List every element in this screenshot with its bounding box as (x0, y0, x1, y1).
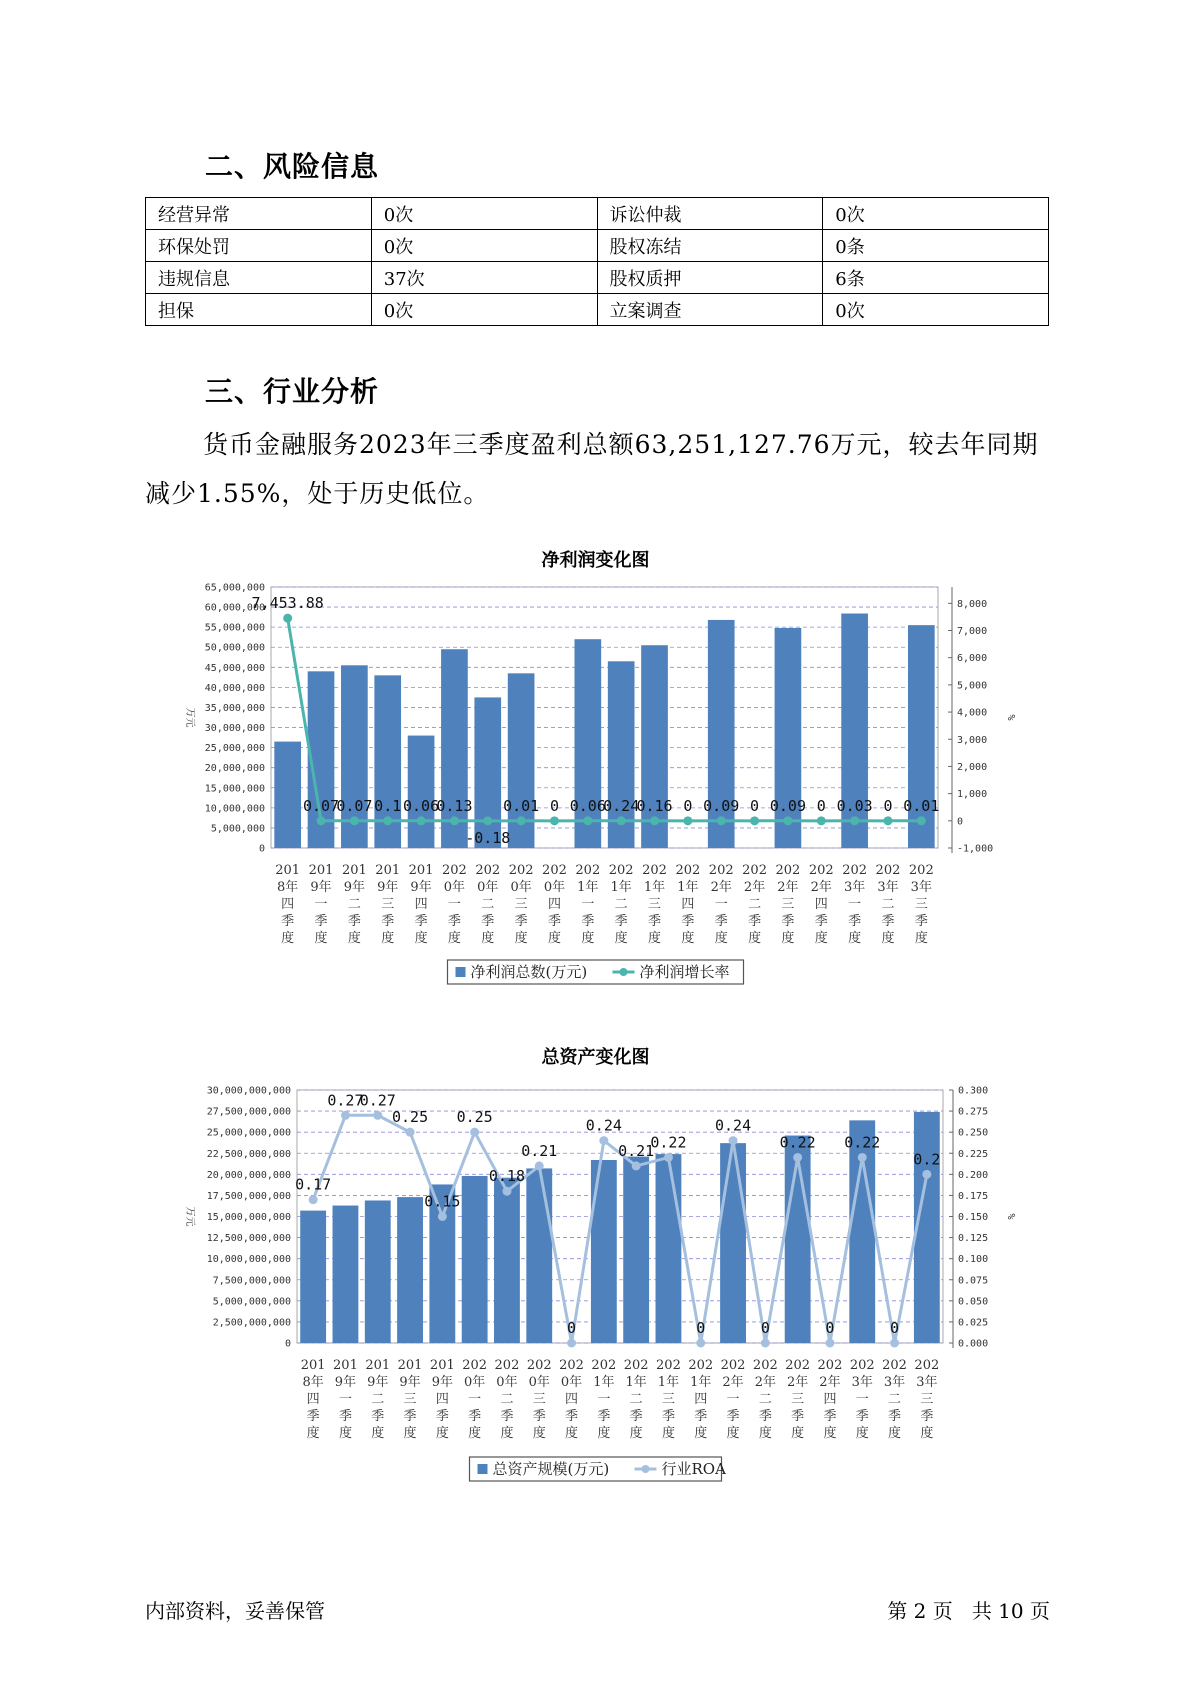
data-label: 0.21 (521, 1141, 558, 1160)
data-point (717, 816, 726, 825)
data-label: 0.01 (903, 796, 940, 815)
data-point (535, 1161, 544, 1170)
data-label: 0.25 (391, 1108, 429, 1127)
risk-table-row (146, 262, 1049, 294)
data-point (890, 1339, 899, 1348)
data-label: 0.01 (503, 796, 540, 815)
y-tick-label: 20,000,000,000 (206, 1169, 291, 1181)
x-tick-label: 201 9年三季度 (375, 863, 401, 946)
y2-tick-label: 2,000 (957, 761, 988, 773)
data-point (350, 816, 359, 825)
y-tick-label: 22,500,000,000 (206, 1148, 291, 1160)
data-point (650, 816, 659, 825)
x-tick-label: 201 9年二季度 (365, 1358, 391, 1441)
data-point (450, 816, 459, 825)
data-label: 0 (696, 1319, 706, 1337)
data-point (793, 1153, 802, 1162)
data-point (825, 1339, 834, 1348)
data-bar (300, 1211, 326, 1343)
y-tick-label: 27,500,000,000 (206, 1106, 291, 1118)
data-label: 0 (890, 1319, 900, 1337)
x-tick-label: 202 2年一季度 (708, 863, 734, 946)
data-point (917, 816, 926, 825)
y-tick-label: 35,000,000 (204, 702, 265, 714)
y-tick-label: 10,000,000 (204, 803, 265, 815)
data-point (664, 1153, 673, 1162)
y-tick-label: 50,000,000 (204, 642, 265, 654)
data-point (417, 816, 426, 825)
data-point (317, 816, 326, 825)
y-tick-label: 30,000,000,000 (206, 1085, 291, 1097)
risk-item-value: 0次 (371, 198, 597, 230)
x-tick-label: 202 0年二季度 (494, 1358, 520, 1441)
legend-line-marker (620, 968, 628, 976)
x-tick-label: 202 2年三季度 (785, 1358, 811, 1441)
x-tick-label: 201 9年三季度 (397, 1358, 423, 1441)
y-tick-label: 20,000,000 (204, 763, 265, 775)
chart-title-net-profit: 净利润变化图 (541, 550, 650, 571)
risk-item-value: 0次 (371, 230, 597, 262)
y2-tick-label: 6,000 (957, 653, 988, 665)
data-label: 0.24 (603, 796, 640, 815)
legend-bar-label: 总资产规模(万元) (492, 1460, 610, 1478)
data-label: 0.13 (436, 796, 473, 815)
data-label: 0.22 (650, 1133, 687, 1152)
data-bar (656, 1154, 682, 1343)
data-bar (333, 1206, 359, 1343)
data-label: 0.15 (424, 1192, 461, 1211)
data-label: 0.07 (336, 796, 373, 815)
risk-item-label: 股权质押 (597, 262, 823, 294)
y2-tick-label: 0.300 (958, 1085, 989, 1097)
y-tick-label: 25,000,000 (204, 743, 265, 755)
data-point (783, 816, 792, 825)
x-tick-label: 202 1年二季度 (623, 1358, 649, 1441)
data-bar (623, 1157, 649, 1343)
data-label: 0.22 (844, 1133, 881, 1152)
y-tick-label: 5,000,000 (210, 823, 265, 835)
x-tick-label: 201 8年四季度 (300, 1358, 326, 1441)
x-tick-label: 201 9年一季度 (333, 1358, 358, 1441)
y2-tick-label: 7,000 (957, 626, 988, 637)
y2-tick-label: 0.100 (958, 1254, 989, 1266)
y-tick-label: 55,000,000 (204, 622, 265, 634)
risk-item-value: 0次 (371, 294, 597, 326)
data-bar (474, 697, 501, 848)
risk-item-label: 诉讼仲裁 (597, 198, 823, 230)
x-tick-label: 201 9年一季度 (308, 863, 334, 946)
data-point (599, 1136, 608, 1145)
data-point (502, 1187, 511, 1196)
legend-line-marker (642, 1465, 650, 1473)
x-tick-label: 202 3年一季度 (842, 863, 868, 946)
y2-tick-label: 0.250 (958, 1127, 989, 1139)
x-tick-label: 202 1年三季度 (642, 863, 667, 946)
data-point (483, 816, 492, 825)
x-tick-label: 202 2年一季度 (720, 1358, 746, 1441)
x-tick-label: 201 8年四季度 (275, 863, 301, 946)
legend-bar-label: 净利润总数(万元) (470, 963, 588, 981)
data-label: 0 (750, 796, 760, 815)
y-tick-label: 17,500,000,000 (206, 1190, 291, 1202)
x-tick-label: 202 0年四季度 (559, 1358, 584, 1441)
data-label: 0.17 (295, 1175, 332, 1194)
risk-item-label: 立案调查 (597, 294, 823, 326)
data-point (729, 1136, 738, 1145)
legend-line-label: 净利润增长率 (639, 963, 730, 981)
x-tick-label: 201 9年二季度 (341, 863, 367, 946)
data-label: 0.03 (836, 796, 873, 815)
y2-tick-label: 0.000 (958, 1338, 989, 1350)
footer-confidential: 内部资料，妥善保管 (145, 1599, 325, 1623)
data-label: 0.24 (714, 1116, 752, 1135)
data-point (309, 1195, 318, 1204)
y2-tick-label: 0.075 (958, 1275, 989, 1287)
risk-item-value: 6条 (823, 262, 1049, 294)
data-label: 0.1 (374, 796, 402, 815)
data-point (922, 1170, 931, 1179)
x-tick-label: 202 3年一季度 (849, 1358, 875, 1441)
y-tick-label: 7,500,000,000 (212, 1275, 291, 1287)
x-tick-label: 201 9年四季度 (408, 863, 434, 946)
data-point (470, 1128, 479, 1137)
risk-item-label: 经营异常 (146, 198, 372, 230)
data-point (583, 816, 592, 825)
data-point (761, 1339, 770, 1348)
data-label: 0 (567, 1319, 577, 1337)
risk-item-value: 37次 (371, 262, 597, 294)
y-tick-label: 60,000,000 (204, 602, 265, 614)
legend-bar-swatch (456, 967, 466, 977)
data-point (883, 816, 892, 825)
data-label: 0 (760, 1319, 770, 1337)
data-label: 0 (816, 796, 826, 815)
y2-tick-label: 0.125 (958, 1233, 989, 1245)
data-label: 0.06 (403, 796, 440, 815)
x-tick-label: 202 0年三季度 (508, 863, 534, 946)
data-point (383, 816, 392, 825)
data-point (696, 1339, 705, 1348)
y2-tick-label: 0.200 (958, 1169, 989, 1181)
data-label: 0.27 (359, 1091, 396, 1110)
data-point (632, 1161, 641, 1170)
x-tick-label: 202 0年一季度 (442, 863, 467, 946)
data-label: 0.09 (769, 796, 806, 815)
data-point (617, 816, 626, 825)
y2-tick-label: 0.050 (958, 1296, 989, 1308)
data-bar (720, 1143, 746, 1343)
y2-tick-label: 0 (957, 816, 964, 828)
risk-item-value: 0条 (823, 230, 1049, 262)
data-label: 0.27 (327, 1091, 364, 1110)
y-tick-label: 12,500,000,000 (206, 1233, 291, 1245)
y2-tick-label: 3,000 (957, 734, 988, 746)
y-axis-label: 万元 (184, 707, 195, 728)
x-tick-label: 202 0年四季度 (542, 863, 567, 946)
y2-tick-label: 8,000 (957, 598, 988, 610)
x-tick-label: 202 0年三季度 (526, 1358, 552, 1441)
data-label: 0.18 (488, 1167, 526, 1186)
data-point (283, 614, 292, 623)
y2-tick-label: 4,000 (957, 707, 988, 719)
data-bar (462, 1176, 488, 1343)
y-tick-label: 25,000,000,000 (206, 1127, 291, 1139)
data-bar (397, 1197, 423, 1343)
x-tick-label: 202 2年四季度 (817, 1358, 843, 1441)
data-label: 0.21 (618, 1141, 655, 1160)
total-assets-chart (0, 1070, 1191, 1490)
data-label: -0.18 (465, 828, 511, 847)
risk-item-value: 0次 (823, 198, 1049, 230)
section-title-risk: 二、风险信息 (205, 150, 380, 183)
data-point (858, 1153, 867, 1162)
data-bar (526, 1168, 552, 1343)
y2-tick-label: 0.275 (958, 1106, 989, 1118)
risk-table-row (146, 198, 1049, 230)
data-bar (274, 742, 301, 848)
risk-item-label: 违规信息 (146, 262, 372, 294)
data-point (683, 816, 692, 825)
data-point (550, 816, 559, 825)
y-tick-label: 30,000,000 (204, 723, 265, 735)
data-point (817, 816, 826, 825)
x-tick-label: 201 9年四季度 (429, 1358, 455, 1441)
y-axis-label: 万元 (184, 1206, 195, 1227)
y-tick-label: 15,000,000 (204, 783, 265, 795)
data-bar (365, 1200, 391, 1343)
y-tick-label: 15,000,000,000 (206, 1212, 291, 1223)
y2-tick-label: 5,000 (957, 680, 988, 692)
data-label: 0.25 (456, 1108, 493, 1127)
x-tick-label: 202 3年三季度 (914, 1358, 940, 1441)
y2-tick-label: 0.150 (958, 1212, 989, 1223)
x-tick-label: 202 2年二季度 (742, 863, 767, 946)
net-profit-chart (0, 570, 1191, 990)
data-point (438, 1212, 447, 1221)
data-point (750, 816, 759, 825)
x-tick-label: 202 3年三季度 (908, 863, 934, 946)
data-label: 0.24 (585, 1116, 622, 1135)
data-label: 0 (549, 796, 559, 815)
x-tick-label: 202 1年三季度 (656, 1358, 681, 1441)
data-bar (785, 1136, 811, 1343)
y-tick-label: 5,000,000,000 (212, 1296, 291, 1308)
section-title-industry: 三、行业分析 (205, 375, 380, 408)
data-bar (775, 628, 802, 848)
data-label: 0.16 (636, 796, 673, 815)
y-tick-label: 2,500,000,000 (212, 1317, 291, 1329)
y2-tick-label: 1,000 (957, 789, 988, 801)
risk-table-row (146, 294, 1049, 326)
data-label: 0.09 (703, 796, 740, 815)
data-point (517, 816, 526, 825)
data-bar (591, 1160, 617, 1343)
footer-page-number: 第 2 页 共 10 页 (887, 1599, 1050, 1623)
y2-tick-label: 0.175 (958, 1190, 989, 1202)
x-tick-label: 202 3年二季度 (875, 863, 901, 946)
data-label: 0 (683, 796, 693, 815)
y-tick-label: 40,000,000 (204, 682, 265, 694)
data-label: 0 (883, 796, 893, 815)
data-bar (408, 736, 435, 848)
y-tick-label: 0 (258, 843, 265, 855)
chart-title-total-assets: 总资产变化图 (541, 1047, 650, 1068)
y2-tick-label: 0.225 (958, 1148, 989, 1160)
data-point (373, 1111, 382, 1120)
x-tick-label: 202 2年四季度 (808, 863, 834, 946)
industry-paragraph: 货币金融服务2023年三季度盈利总额63,251,127.76万元，较去年同期减少1.55%，处于历史低位。 (145, 430, 1039, 508)
data-bar (494, 1178, 520, 1343)
data-label: 7,453.88 (251, 594, 324, 613)
x-tick-label: 202 1年一季度 (575, 863, 601, 946)
x-tick-label: 202 1年一季度 (591, 1358, 617, 1441)
data-point (406, 1128, 415, 1137)
y-tick-label: 10,000,000,000 (206, 1254, 291, 1266)
x-tick-label: 202 0年一季度 (462, 1358, 488, 1441)
x-tick-label: 202 3年二季度 (882, 1358, 907, 1441)
y2-axis-label: % (1005, 714, 1016, 721)
y-tick-label: 65,000,000 (204, 582, 265, 594)
risk-item-label: 环保处罚 (146, 230, 372, 262)
data-label: 0.2 (913, 1150, 941, 1169)
legend-bar-swatch (478, 1464, 488, 1474)
y-tick-label: 0 (284, 1338, 291, 1350)
data-label: 0.07 (302, 796, 340, 815)
x-tick-label: 202 1年四季度 (688, 1358, 714, 1441)
risk-item-label: 担保 (146, 294, 372, 326)
x-tick-label: 202 1年四季度 (675, 863, 701, 946)
data-label: 0.06 (569, 796, 606, 815)
data-point (567, 1339, 576, 1348)
data-point (850, 816, 859, 825)
risk-table (145, 197, 1049, 326)
legend-line-label: 行业ROA (661, 1460, 726, 1478)
x-tick-label: 202 1年二季度 (608, 863, 634, 946)
risk-item-label: 股权冻结 (597, 230, 823, 262)
y2-tick-label: -1,000 (957, 843, 994, 855)
x-tick-label: 202 2年二季度 (752, 1358, 778, 1441)
data-point (341, 1111, 350, 1120)
data-label: 0.22 (779, 1133, 816, 1152)
y2-axis-label: % (1005, 1213, 1016, 1220)
x-tick-label: 202 2年三季度 (775, 863, 801, 946)
risk-item-value: 0次 (823, 294, 1049, 326)
x-tick-label: 202 0年二季度 (475, 863, 501, 946)
y-tick-label: 45,000,000 (204, 662, 265, 674)
data-label: 0 (825, 1319, 835, 1337)
risk-table-row (146, 230, 1049, 262)
y2-tick-label: 0.025 (958, 1317, 989, 1329)
